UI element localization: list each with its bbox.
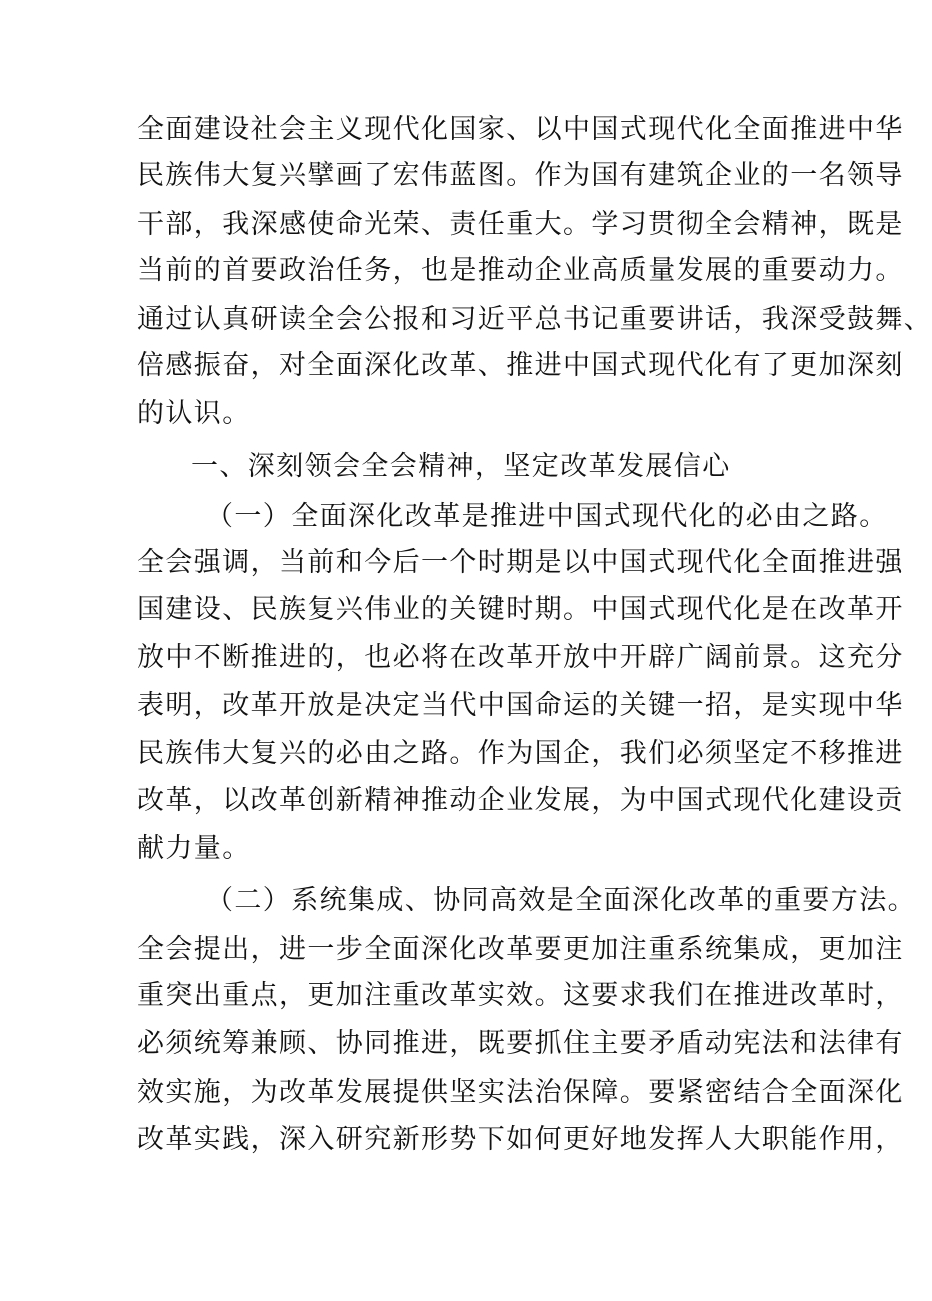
subsection-heading: （一）全面深化改革是推进中国式现代化的必由之路。 [206,501,888,532]
paragraph-line: 通过认真研读全会公报和习近平总书记重要讲话，我深受鼓舞、 [137,304,932,335]
paragraph-line: 必须统筹兼顾、协同推进，既要抓住主要矛盾动宪法和法律有 [137,1028,904,1059]
paragraph-line: 民族伟大复兴的必由之路。作为国企，我们必须坚定不移推进 [137,738,904,769]
subsection-heading: （二）系统集成、协同高效是全面深化改革的重要方法。 [206,885,916,916]
paragraph-line: 当前的首要政治任务，也是推动企业高质量发展的重要动力。 [137,255,904,286]
paragraph-line: 全面建设社会主义现代化国家、以中国式现代化全面推进中华 [137,114,904,145]
paragraph-line: 放中不断推进的，也必将在改革开放中开辟广阔前景。这充分 [137,642,904,673]
paragraph-line: 献力量。 [137,833,251,864]
paragraph-line: 干部，我深感使命光荣、责任重大。学习贯彻全会精神，既是 [137,209,904,240]
paragraph-line: 改革实践，深入研究新形势下如何更好地发挥人大职能作用， [137,1124,904,1155]
paragraph-line: 改革，以改革创新精神推动企业发展，为中国式现代化建设贡 [137,785,904,816]
paragraph-line: 全会提出，进一步全面深化改革要更加注重系统集成，更加注 [137,934,904,965]
section-heading: 一、深刻领会全会精神，坚定改革发展信心 [191,451,731,482]
paragraph-line: 民族伟大复兴擘画了宏伟蓝图。作为国有建筑企业的一名领导 [137,160,904,191]
paragraph-line: 效实施，为改革发展提供坚实法治保障。要紧密结合全面深化 [137,1077,904,1108]
paragraph-line: 表明，改革开放是决定当代中国命运的关键一招，是实现中华 [137,690,904,721]
paragraph-line: 国建设、民族复兴伟业的关键时期。中国式现代化是在改革开 [137,594,904,625]
paragraph-line: 的认识。 [137,398,251,429]
paragraph-line: 全会强调，当前和今后一个时期是以中国式现代化全面推进强 [137,547,904,578]
paragraph-line: 重突出重点，更加注重改革实效。这要求我们在推进改革时， [137,980,904,1011]
paragraph-line: 倍感振奋，对全面深化改革、推进中国式现代化有了更加深刻 [137,350,904,381]
